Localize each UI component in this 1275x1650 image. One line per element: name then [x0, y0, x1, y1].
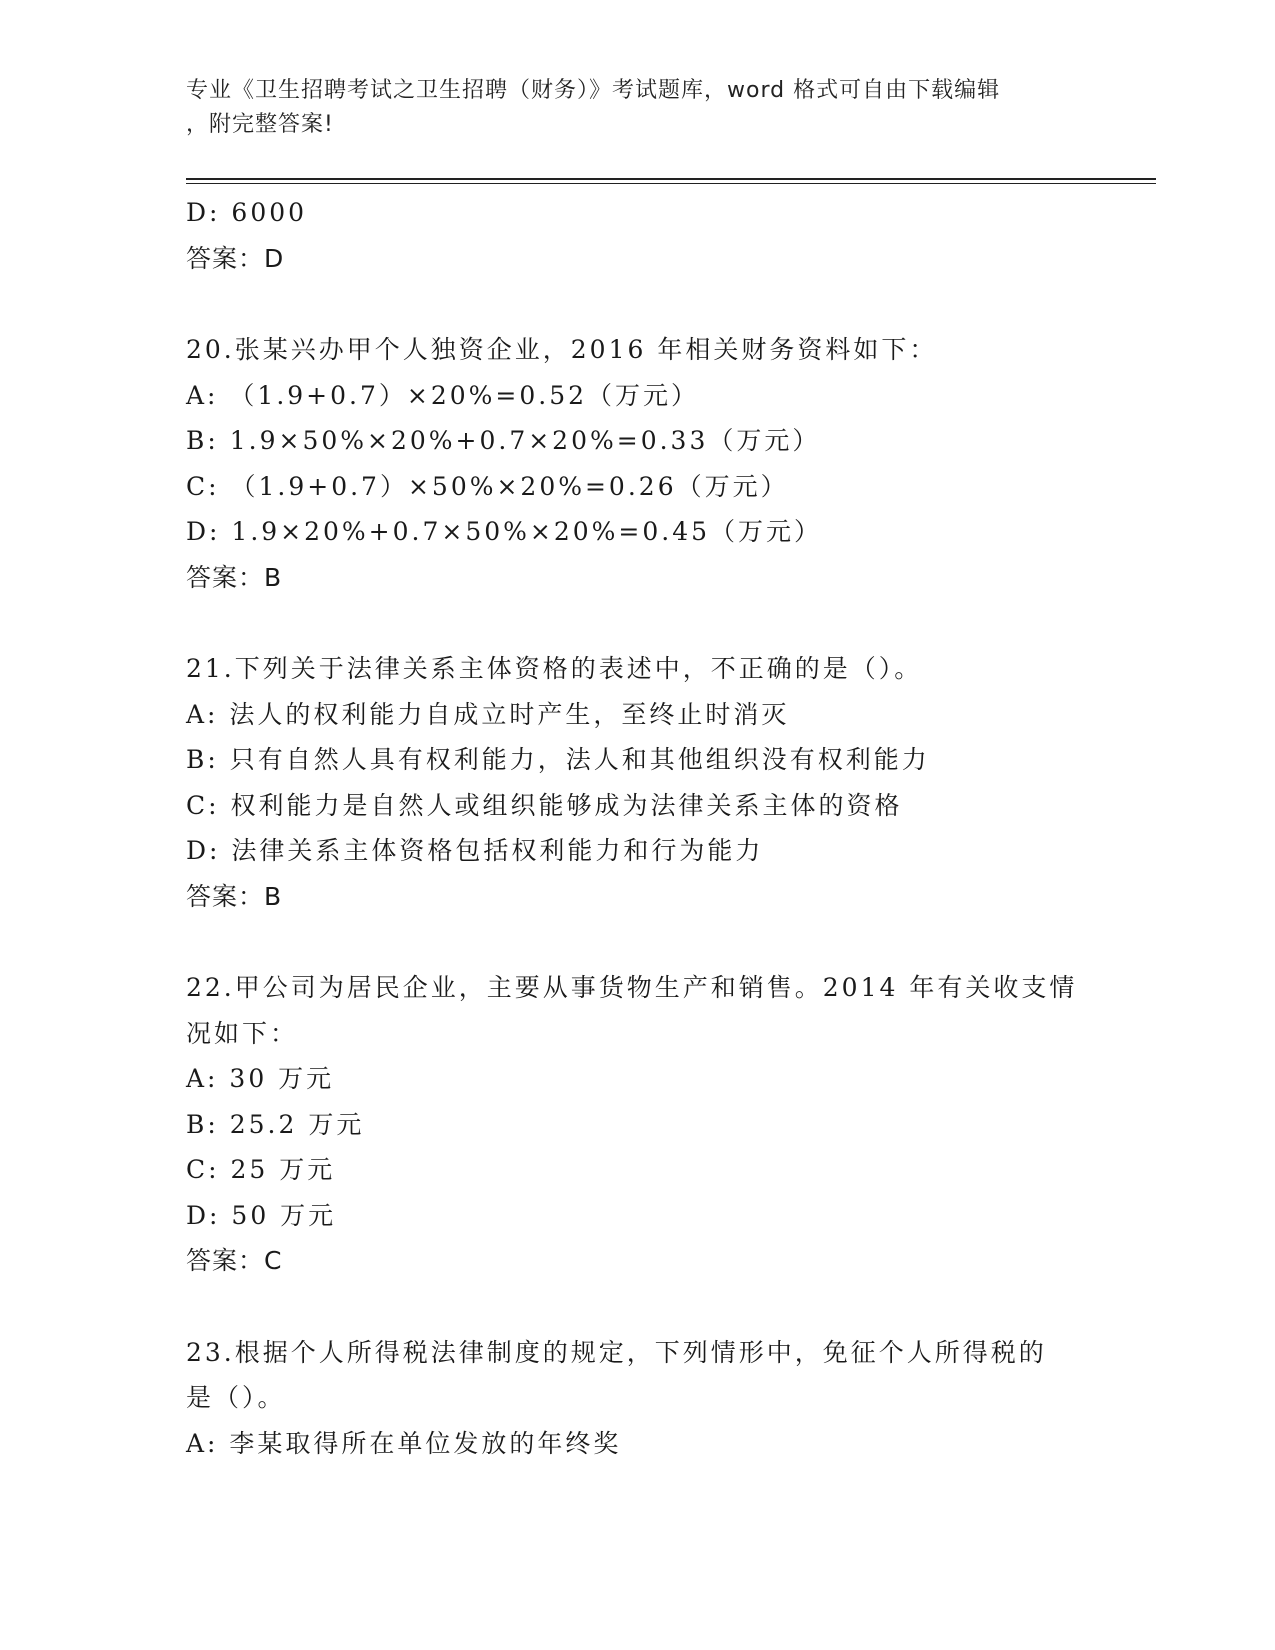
question-stem-line-1: 23.根据个人所得税法律制度的规定，下列情形中，免征个人所得税的: [186, 1337, 1047, 1367]
option-a: A: 李某取得所在单位发放的年终奖: [186, 1428, 622, 1458]
spacer: [186, 919, 1086, 965]
header-divider-thick: [186, 178, 1156, 180]
option-a: A: 30 万元: [186, 1064, 335, 1093]
spacer: [186, 600, 1086, 646]
page-header: [186, 74, 1066, 142]
option-b: B: 25.2 万元: [186, 1109, 365, 1139]
question-content: [186, 190, 1086, 1466]
header-line-2: ，附完整答案!: [186, 112, 334, 137]
answer-line: 答案：C: [186, 1246, 283, 1275]
option-d: D: 50 万元: [186, 1200, 337, 1230]
option-c: C: 25 万元: [186, 1155, 336, 1184]
question-stem: 20.张某兴办甲个人独资企业，2016 年相关财务资料如下：: [186, 335, 938, 364]
spacer: [186, 1284, 1086, 1330]
answer-line: 答案：B: [186, 881, 283, 911]
question-stem-line-2: 况如下：: [186, 1018, 299, 1048]
option-b: B: 1.9×50%×20%+0.7×20%=0.33（万元）: [186, 426, 821, 455]
header-divider-thin: [186, 183, 1156, 184]
option-c: C: 权利能力是自然人或组织能够成为法律关系主体的资格: [186, 790, 903, 820]
option-d: D: 法律关系主体资格包括权利能力和行为能力: [186, 836, 764, 865]
spacer: [186, 281, 1086, 327]
answer-line: 答案：B: [186, 562, 283, 592]
question-stem: 21.下列关于法律关系主体资格的表述中，不正确的是（）。: [186, 654, 923, 683]
option-d: D: 6000: [186, 198, 308, 227]
question-stem-line-2: 是（）。: [186, 1383, 286, 1412]
answer-line: 答案：D: [186, 243, 285, 273]
option-a: A: （1.9+0.7）×20%=0.52（万元）: [186, 380, 700, 410]
header-line-1: 专业《卫生招聘考试之卫生招聘（财务）》考试题库，word 格式可自由下载编辑: [186, 78, 1001, 103]
option-c: C: （1.9+0.7）×50%×20%=0.26（万元）: [186, 471, 789, 501]
option-d: D: 1.9×20%+0.7×50%×20%=0.45（万元）: [186, 517, 823, 546]
option-a: A: 法人的权利能力自成立时产生，至终止时消灭: [186, 699, 790, 729]
question-stem-line-1: 22.甲公司为居民企业，主要从事货物生产和销售。2014 年有关收支情: [186, 973, 1078, 1002]
option-b: B: 只有自然人具有权利能力，法人和其他组织没有权利能力: [186, 745, 930, 774]
